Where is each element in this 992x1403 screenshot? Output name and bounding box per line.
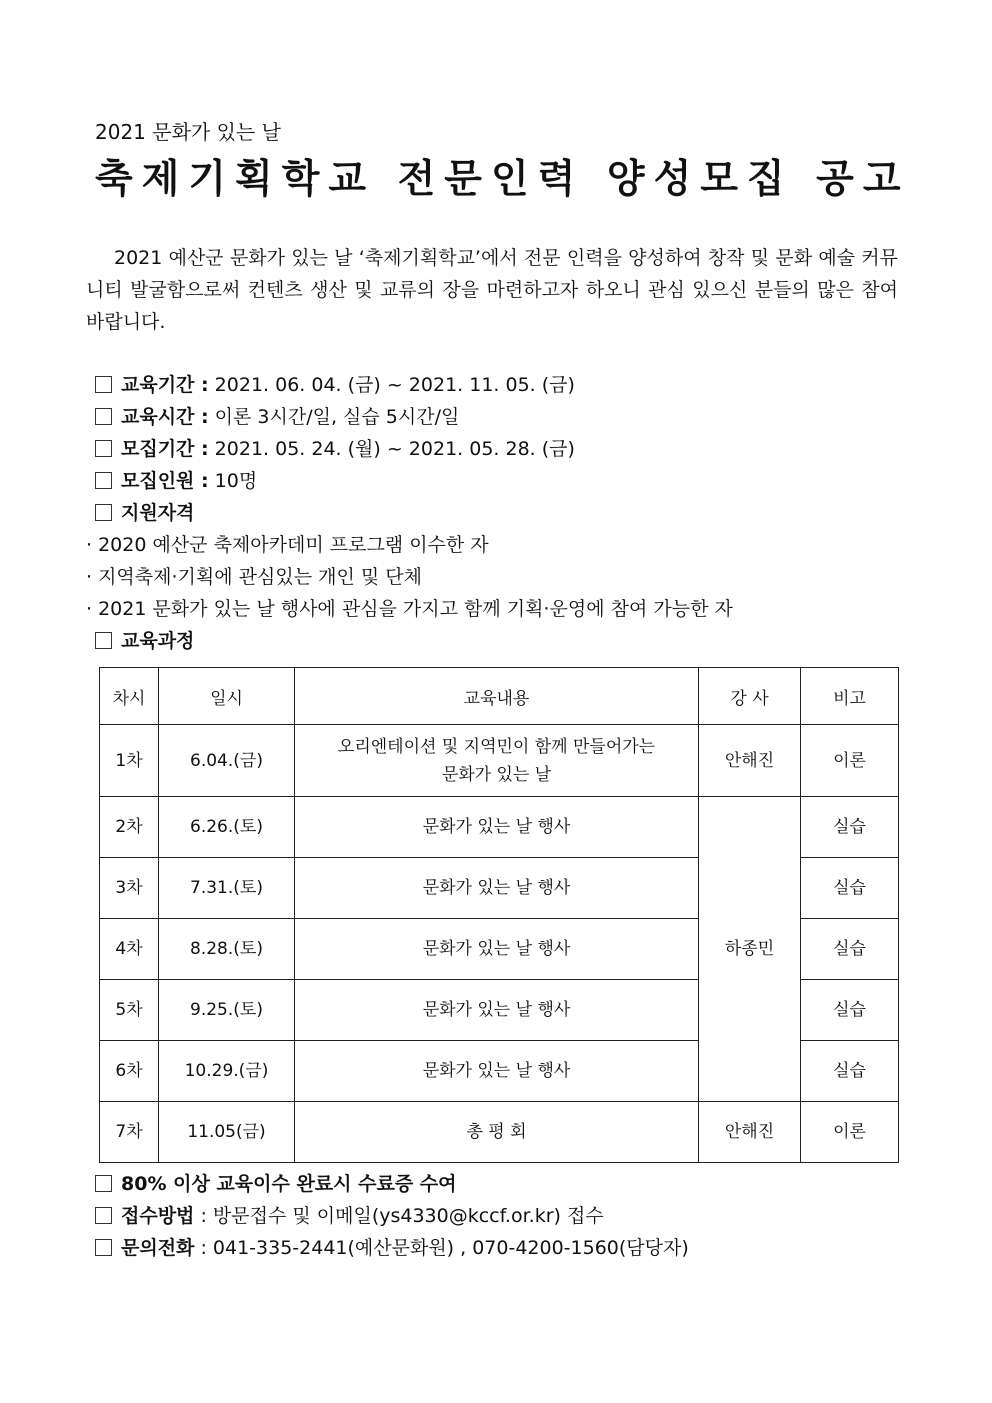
cell-session: 3차 [100,858,159,919]
cell-content: 문화가 있는 날 행사 [295,1041,699,1102]
cell-session: 1차 [100,725,159,797]
header-note: 비고 [801,668,899,725]
info-key: 지원자격 [121,502,195,524]
checkbox-square-icon [95,376,112,393]
cell-note: 실습 [801,980,899,1041]
qualification-item: · 2021 문화가 있는 날 행사에 관심을 가지고 함께 기획·운영에 참여 가능한 자 [86,598,733,620]
course-heading-label: 교육과정 [121,630,195,652]
footer-value: : 041-335-2441(예산문화원) , 070-4200-1560(담당자) [194,1237,689,1259]
course-table [99,667,899,1163]
table-row [100,797,899,858]
info-item-period [95,369,905,401]
table-header-row [100,668,899,725]
cell-content: 문화가 있는 날 행사 [295,980,699,1041]
cell-content: 총 평 회 [295,1102,699,1163]
footer-item-contact [95,1232,905,1264]
cell-instructor: 안해진 [699,725,801,797]
qualification-item: · 지역축제·기획에 관심있는 개인 및 단체 [86,566,422,588]
header-content: 교육내용 [295,668,699,725]
info-key: 교육기간 : [121,374,209,396]
info-key: 모집인원 : [121,470,209,492]
cell-note: 이론 [801,725,899,797]
cell-date: 6.26.(토) [159,797,295,858]
cell-content: 문화가 있는 날 행사 [295,797,699,858]
header-date: 일시 [159,668,295,725]
header-instructor: 강 사 [699,668,801,725]
qualification-item: · 2020 예산군 축제아카데미 프로그램 이수한 자 [86,534,489,556]
footer-key: 문의전화 [121,1237,195,1259]
footer-key: 80% 이상 교육이수 완료시 수료증 수여 [121,1173,457,1195]
cell-instructor: 안해진 [699,1102,801,1163]
intro-paragraph [86,242,898,338]
checkbox-square-icon [95,632,112,649]
cell-note: 실습 [801,919,899,980]
footer-key: 접수방법 [121,1205,195,1227]
cell-date: 7.31.(토) [159,858,295,919]
cell-content [295,725,699,797]
cell-date: 11.05(금) [159,1102,295,1163]
header-session: 차시 [100,668,159,725]
page-subtitle: 2021 문화가 있는 날 [95,120,281,144]
info-value: 이론 3시간/일, 실습 5시간/일 [208,406,460,428]
course-heading [95,625,905,657]
info-value: 2021. 06. 04. (금) ~ 2021. 11. 05. (금) [208,374,575,396]
info-value: 2021. 05. 24. (월) ~ 2021. 05. 28. (금) [208,438,575,460]
checkbox-square-icon [95,504,112,521]
cell-note: 실습 [801,797,899,858]
cell-session: 5차 [100,980,159,1041]
checkbox-square-icon [95,408,112,425]
intro-text: 2021 예산군 문화가 있는 날 ‘축제기획학교’에서 전문 인력을 양성하여 창작 및 문화 예술 커뮤니티 발굴함으로써 컨텐츠 생산 및 교류의 장을 마련하고자 하오니 관심 있으신 분들의 많은 참여바랍니다. [86,247,898,333]
cell-session: 4차 [100,919,159,980]
cell-date: 9.25.(토) [159,980,295,1041]
footer-value: : 방문접수 및 이메일(ys4330@kccf.or.kr) 접수 [194,1205,604,1227]
cell-date: 10.29.(금) [159,1041,295,1102]
info-key: 모집기간 : [121,438,209,460]
checkbox-square-icon [95,472,112,489]
cell-note: 실습 [801,1041,899,1102]
info-list [86,369,905,657]
info-item-qualification [95,497,905,529]
cell-session: 7차 [100,1102,159,1163]
checkbox-square-icon [95,1175,112,1192]
info-item-hours [95,401,905,433]
footer-list [95,1168,905,1264]
info-value: 10명 [208,470,258,492]
checkbox-square-icon [95,440,112,457]
cell-session: 2차 [100,797,159,858]
checkbox-square-icon [95,1239,112,1256]
page-title: 축제기획학교 전문인력 양성모집 공고 [95,157,910,202]
cell-date: 6.04.(금) [159,725,295,797]
cell-instructor-merged: 하종민 [699,797,801,1102]
cell-content: 문화가 있는 날 행사 [295,858,699,919]
cell-content-line: 문화가 있는 날 [441,764,552,785]
info-item-recruit-period [95,433,905,465]
info-item-recruit-count [95,465,905,497]
checkbox-square-icon [95,1207,112,1224]
cell-session: 6차 [100,1041,159,1102]
cell-content-line: 오리엔테이션 및 지역민이 함께 만들어가는 [337,736,656,757]
cell-date: 8.28.(토) [159,919,295,980]
info-key: 교육시간 : [121,406,209,428]
footer-item-certificate [95,1168,905,1200]
table-row [100,1102,899,1163]
cell-note: 실습 [801,858,899,919]
cell-note: 이론 [801,1102,899,1163]
table-row [100,725,899,797]
footer-item-application [95,1200,905,1232]
cell-content: 문화가 있는 날 행사 [295,919,699,980]
